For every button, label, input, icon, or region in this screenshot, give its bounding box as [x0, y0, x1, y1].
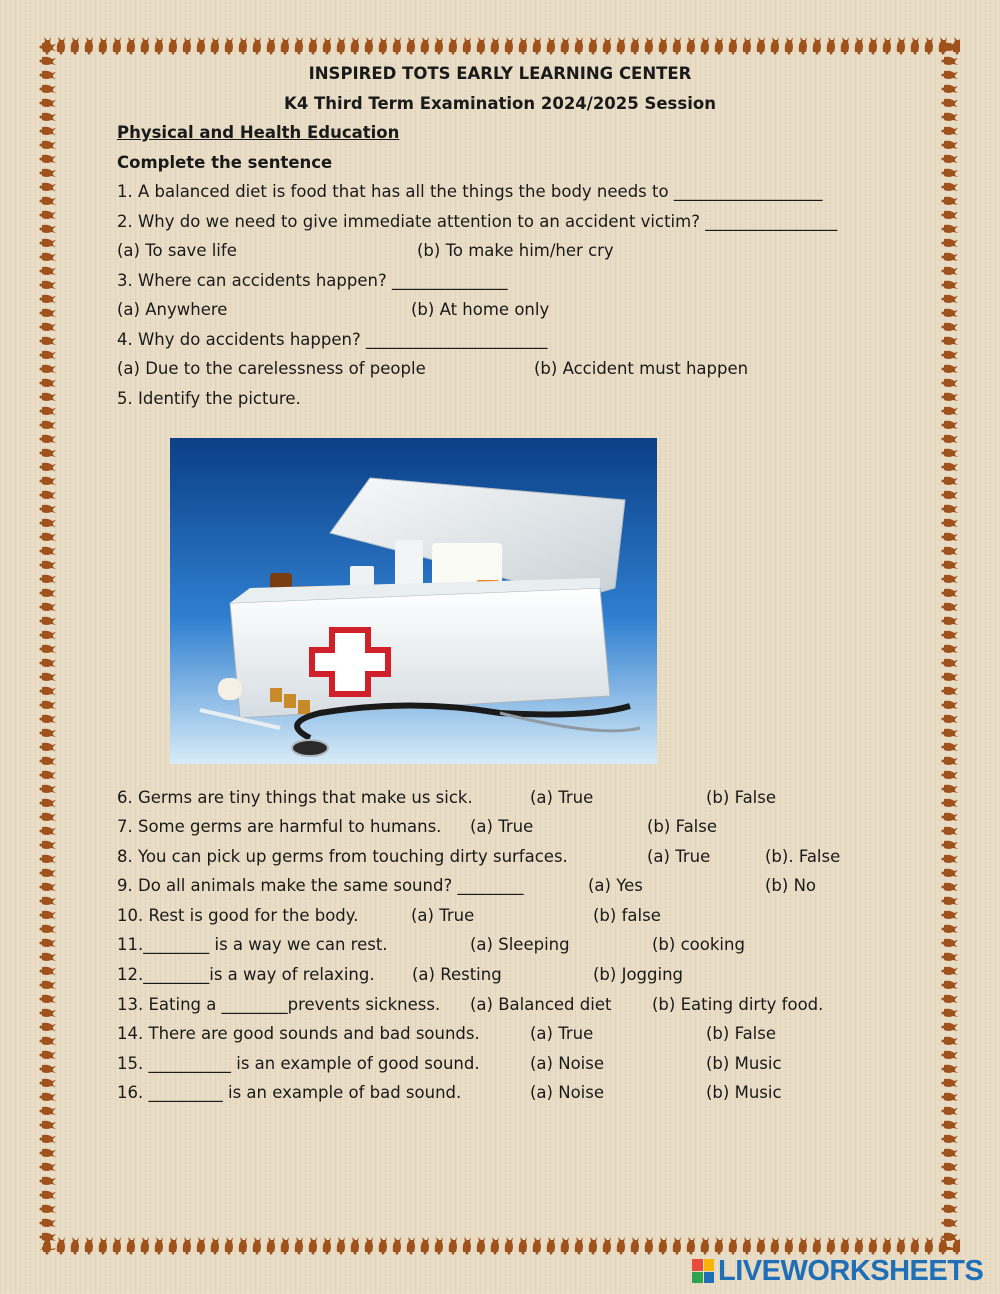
question-13: 13. Eating a ________prevents sickness.: [117, 995, 441, 1014]
question-14: 14. There are good sounds and bad sounds.: [117, 1024, 480, 1043]
question-10-option-a: (a) True: [411, 906, 475, 925]
instruction: Complete the sentence: [117, 153, 333, 172]
question-16-option-a: (a) Noise: [530, 1083, 605, 1102]
question-5: 5. Identify the picture.: [117, 389, 301, 408]
liveworksheets-wordmark: LIVEWORKSHEETS: [718, 1254, 984, 1287]
liveworksheets-icon: [692, 1259, 714, 1283]
liveworksheets-logo: [692, 1254, 983, 1288]
question-7-option-b: (b) False: [647, 817, 718, 836]
question-8-option-a: (a) True: [647, 847, 711, 866]
question-6-option-a: (a) True: [530, 788, 594, 807]
question-15: 15. __________ is an example of good sound.: [117, 1054, 480, 1073]
question-8-option-b: (b). False: [765, 847, 841, 866]
question-6: 6. Germs are tiny things that make us sick.: [117, 788, 473, 807]
school-name: INSPIRED TOTS EARLY LEARNING CENTER: [308, 64, 692, 83]
question-15-option-b: (b) Music: [706, 1054, 782, 1073]
decorative-border-bottom: [40, 1234, 960, 1256]
question-9-option-b: (b) No: [765, 876, 817, 895]
question-16-option-b: (b) Music: [706, 1083, 782, 1102]
question-15-option-a: (a) Noise: [530, 1054, 605, 1073]
question-9-option-a: (a) Yes: [588, 876, 643, 895]
question-11-option-b: (b) cooking: [652, 935, 745, 954]
question-12: 12.________is a way of relaxing.: [117, 965, 375, 984]
question-2-option-b: (b) To make him/her cry: [417, 241, 614, 260]
question-13-option-a: (a) Balanced diet: [470, 995, 612, 1014]
question-7: 7. Some germs are harmful to humans.: [117, 817, 442, 836]
question-16: 16. _________ is an example of bad sound.: [117, 1083, 462, 1102]
question-9: 9. Do all animals make the same sound? ________: [117, 876, 524, 895]
question-13-option-b: (b) Eating dirty food.: [652, 995, 824, 1014]
question-11-option-a: (a) Sleeping: [470, 935, 570, 954]
decorative-border-top: [40, 34, 960, 56]
first-aid-kit-photo: [170, 438, 657, 764]
question-1: 1. A balanced diet is food that has all the things the body needs to __________________: [117, 182, 823, 201]
question-4-option-a: (a) Due to the carelessness of people: [117, 359, 426, 378]
question-12-option-b: (b) Jogging: [593, 965, 684, 984]
question-10: 10. Rest is good for the body.: [117, 906, 359, 925]
question-14-option-b: (b) False: [706, 1024, 777, 1043]
question-7-option-a: (a) True: [470, 817, 534, 836]
subject-title: Physical and Health Education: [117, 123, 400, 142]
decorative-border-left: [38, 40, 60, 1250]
question-6-option-b: (b) False: [706, 788, 777, 807]
question-10-option-b: (b) false: [593, 906, 661, 925]
decorative-border-right: [940, 40, 962, 1250]
question-3: 3. Where can accidents happen? ______________: [117, 271, 508, 290]
question-3-option-b: (b) At home only: [411, 300, 550, 319]
question-11: 11.________ is a way we can rest.: [117, 935, 388, 954]
question-14-option-a: (a) True: [530, 1024, 594, 1043]
question-12-option-a: (a) Resting: [412, 965, 502, 984]
question-2: 2. Why do we need to give immediate attention to an accident victim? ________________: [117, 212, 838, 231]
question-8: 8. You can pick up germs from touching dirty surfaces.: [117, 847, 568, 866]
question-2-option-a: (a) To save life: [117, 241, 237, 260]
question-4: 4. Why do accidents happen? ______________________: [117, 330, 548, 349]
question-4-option-b: (b) Accident must happen: [534, 359, 749, 378]
question-3-option-a: (a) Anywhere: [117, 300, 228, 319]
exam-title: K4 Third Term Examination 2024/2025 Session: [284, 94, 716, 113]
